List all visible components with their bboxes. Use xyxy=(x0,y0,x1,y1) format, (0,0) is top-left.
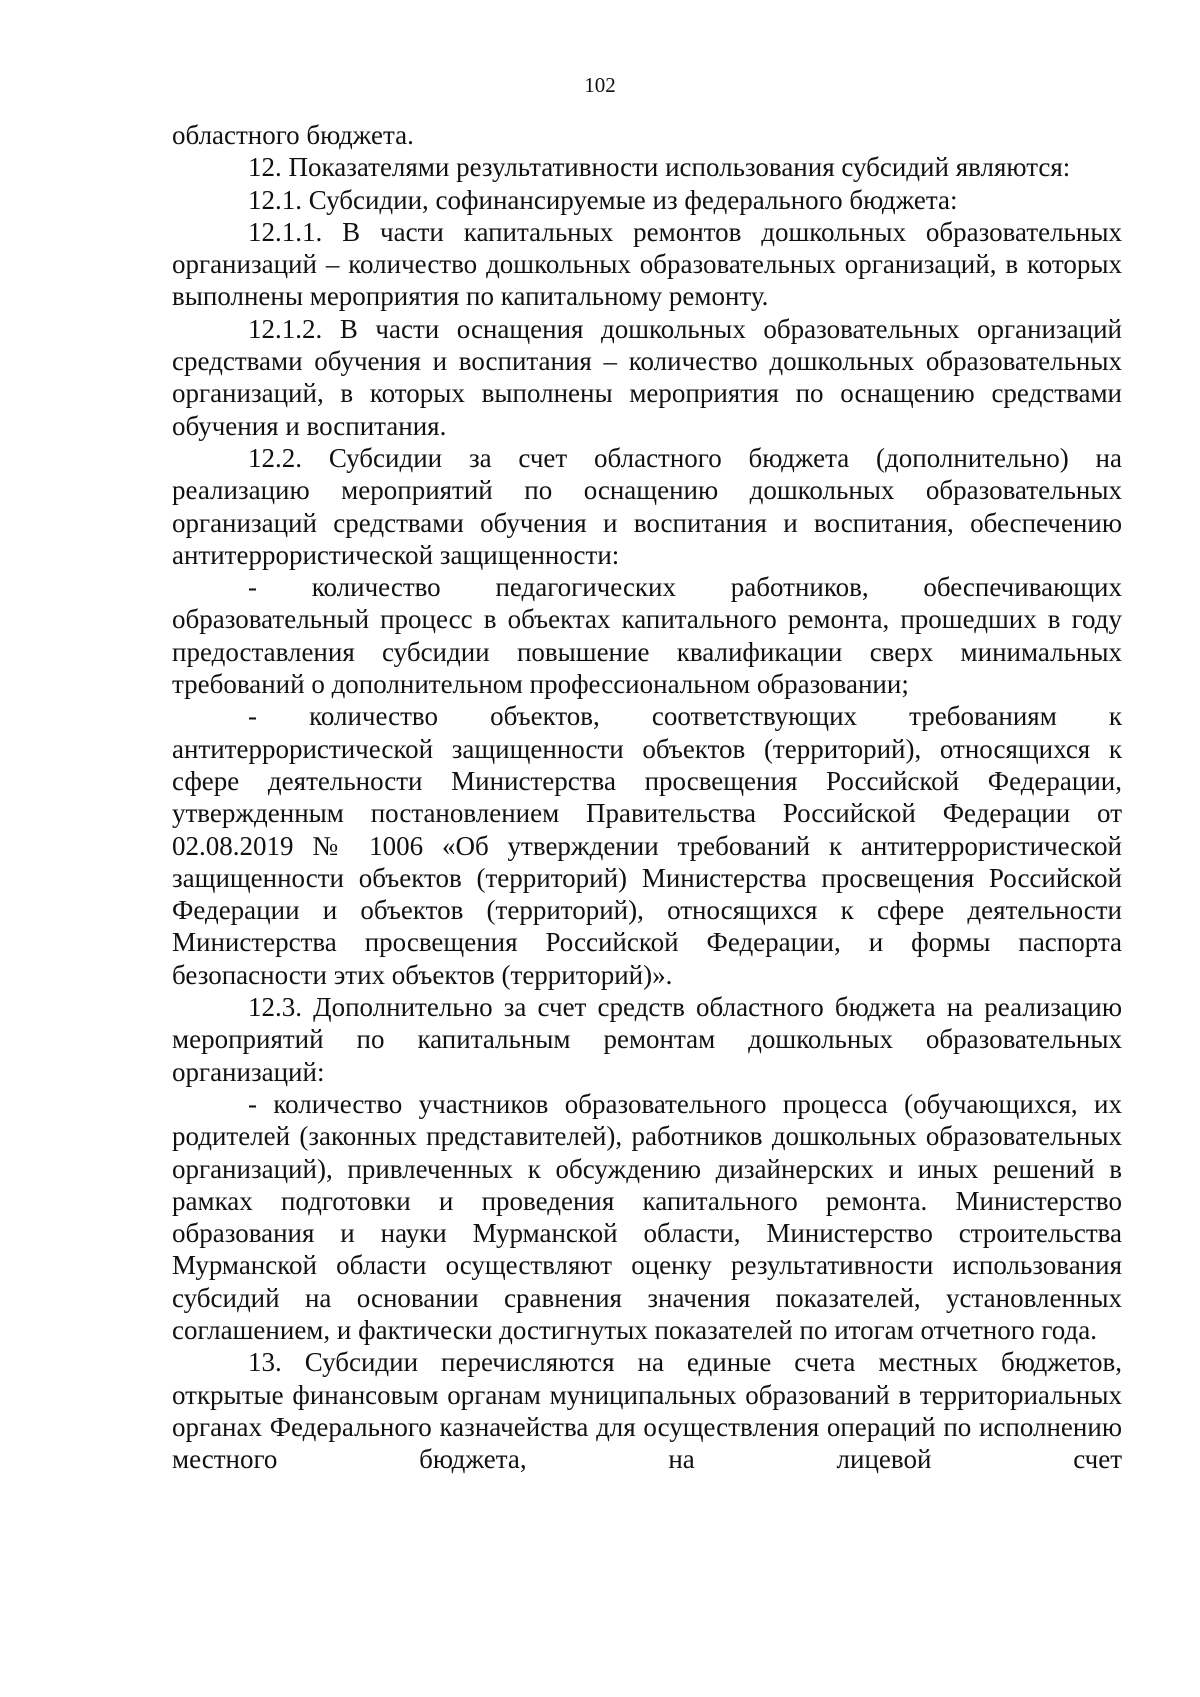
paragraph-1: областного бюджета. xyxy=(172,120,414,150)
paragraph-5: 12.1.2. В части оснащения дошкольных образовательных организаций средствами обучения и воспитания – количество дошкольных образовательных организаций, в которых выполнены мероприятия по оснащению средствами обучения и воспитания. xyxy=(172,313,1122,441)
paragraph-7: - количество педагогических работников, обеспечивающих образовательный процесс в объектах капитального ремонта, прошедших в году предоставления субсидии повышение квалификации сверх минимальных требований о дополнительном профессиональном образовании; xyxy=(172,572,1122,700)
paragraph-4: 12.1.1. В части капитальных ремонтов дошкольных образовательных организаций – количество дошкольных образовательных организаций, в которых выполнены мероприятия по капитальному ремонту. xyxy=(172,216,1122,312)
paragraph-2: 12. Показателями результативности использования субсидий являются: xyxy=(248,152,1071,183)
document-body xyxy=(172,119,1122,1475)
page-number: 102 xyxy=(584,73,616,97)
paragraph-3: 12.1. Субсидии, софинансируемые из федерального бюджета: xyxy=(248,184,958,215)
paragraph-6: 12.2. Субсидии за счет областного бюджета (дополнительно) на реализацию мероприятий по оснащению дошкольных образовательных организаций средствами обучения и воспитания и воспитания, обеспечению антитеррористической защищенности: xyxy=(172,442,1122,570)
paragraph-9: 12.3. Дополнительно за счет средств областного бюджета на реализацию мероприятий по капитальным ремонтам дошкольных образовательных организаций: xyxy=(172,992,1122,1087)
paragraph-11: 13. Субсидии перечисляются на единые счета местных бюджетов, открытые финансовым органам муниципальных образований в территориальных органах Федерального казначейства для осуществления операций по исполнению местного бюджета, на лицевой счет xyxy=(172,1347,1122,1475)
paragraph-10: - количество участников образовательного процесса (обучающихся, их родителей (законных представителей), работников дошкольных образовательных организаций), привлеченных к обсуждению дизайнерских и иных решений в рамках подготовки и проведения капитального ремонта. Министерство образования и науки Мурманской области, Министерство строительства Мурманской области осуществляют оценку результативности использования субсидий на основании сравнения значения показателей, установленных соглашением, и фактически достигнутых показателей по итогам отчетного года. xyxy=(172,1088,1122,1345)
paragraph-8: - количество объектов, соответствующих требованиям к антитеррористической защищенности объектов (территорий), относящихся к сфере деятельности Министерства просвещения Российской Федерации, утвержденным постановлением Правительства Российской Федерации от 02.08.2019 № 1006 «Об утверждении требований к антитеррористической защищенности объектов (территорий) Министерства просвещения Российской Федерации и объектов (территорий), относящихся к сфере деятельности Министерства просвещения Российской Федерации, и формы паспорта безопасности этих объектов (территорий)». xyxy=(172,701,1122,990)
